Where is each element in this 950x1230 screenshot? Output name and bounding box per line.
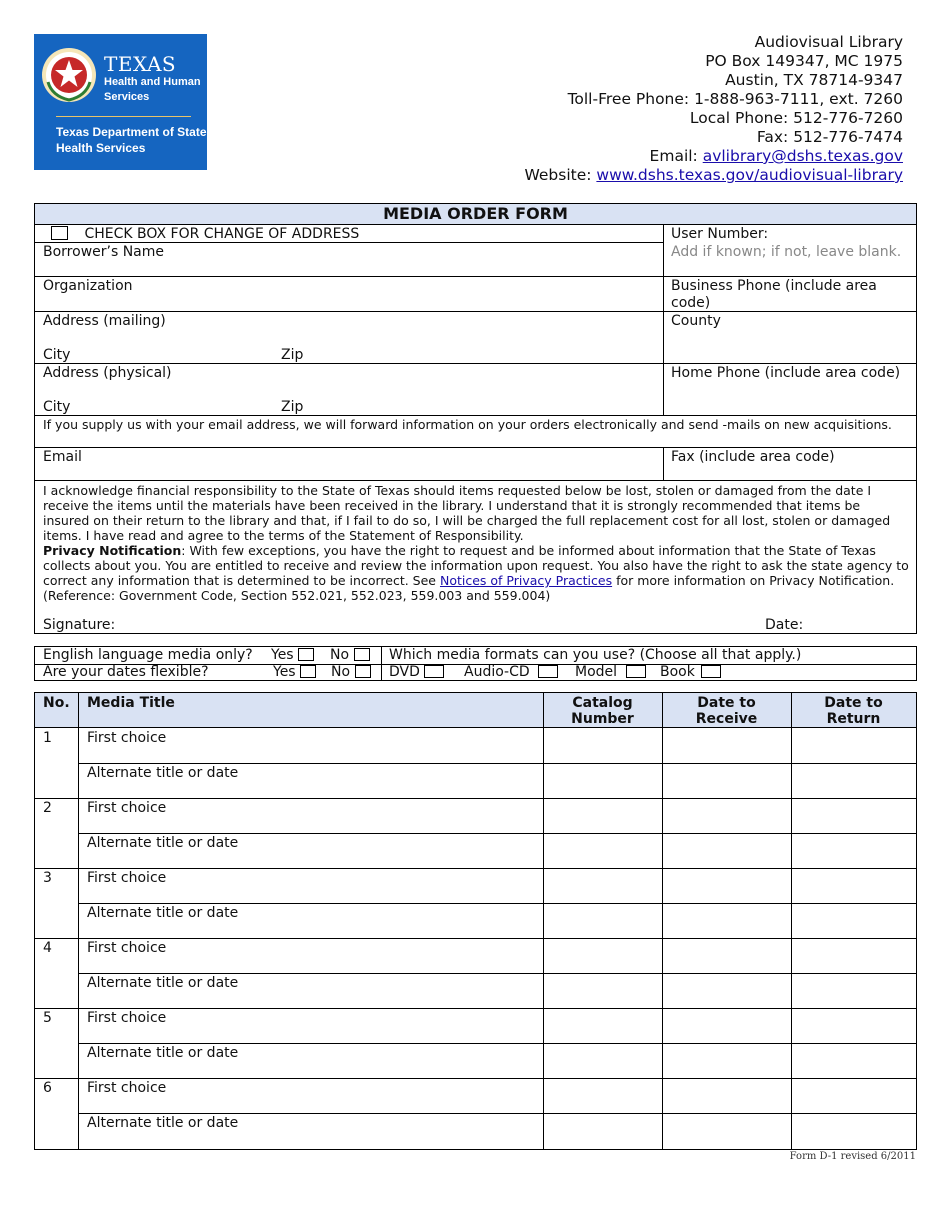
flexible-yes-label: Yes xyxy=(273,664,296,680)
first-choice-field[interactable]: First choice xyxy=(87,1010,167,1026)
format-book-label: Book xyxy=(660,664,695,680)
english-yes-group xyxy=(271,647,314,663)
fax-label[interactable]: Fax (include area code) xyxy=(671,449,835,465)
email-label[interactable]: Email xyxy=(43,449,82,465)
texas-seal-icon xyxy=(40,46,98,104)
contact-email-line xyxy=(524,147,903,166)
logo-state: TEXAS xyxy=(104,52,177,76)
acknowledgement-text xyxy=(43,483,909,603)
alternate-title-field[interactable]: Alternate title or date xyxy=(87,975,239,991)
format-audio-cd-checkbox[interactable] xyxy=(538,665,558,678)
address-physical-label[interactable]: Address (physical) xyxy=(43,365,172,381)
first-choice-field[interactable]: First choice xyxy=(87,1080,167,1096)
contact-local-phone: Local Phone: 512-776-7260 xyxy=(689,109,903,127)
header-catalog-line1: Catalog xyxy=(572,695,633,711)
row-number: 2 xyxy=(43,800,52,816)
mailing-city-label[interactable]: City xyxy=(43,347,71,363)
privacy-label: Privacy Notification xyxy=(43,543,182,558)
logo-dept-line2: Health Services xyxy=(56,141,146,155)
organization-label[interactable]: Organization xyxy=(43,278,133,294)
options-box xyxy=(34,646,917,681)
contact-fax: Fax: 512-776-7474 xyxy=(756,128,903,146)
flexible-label: Are your dates flexible? xyxy=(43,664,209,680)
alternate-title-field[interactable]: Alternate title or date xyxy=(87,1045,239,1061)
contact-email-label: Email: xyxy=(649,147,703,165)
english-no-checkbox[interactable] xyxy=(354,648,370,661)
contact-po-box: PO Box 149347, MC 1975 xyxy=(705,52,903,70)
alternate-title-field[interactable]: Alternate title or date xyxy=(87,765,239,781)
row-number: 1 xyxy=(43,730,52,746)
first-choice-field[interactable]: First choice xyxy=(87,870,167,886)
user-number-hint[interactable]: Add if known; if not, leave blank. xyxy=(671,244,902,260)
contact-city: Austin, TX 78714-9347 xyxy=(725,71,903,89)
contact-website-label: Website: xyxy=(524,166,597,184)
date-label[interactable]: Date: xyxy=(765,617,804,633)
flexible-yes-group xyxy=(273,664,316,680)
alternate-title-field[interactable]: Alternate title or date xyxy=(87,905,239,921)
first-choice-field[interactable]: First choice xyxy=(87,940,167,956)
logo-divider xyxy=(56,116,191,117)
mailing-zip-label[interactable]: Zip xyxy=(281,347,304,363)
address-mailing-label[interactable]: Address (mailing) xyxy=(43,313,166,329)
header-return-line1: Date to xyxy=(824,695,883,711)
formats-question: Which media formats can you use? (Choose all that apply.) xyxy=(389,647,802,663)
privacy-text-1: : With few exceptions, you have the right to request and be informed about information that the State of Texas collects about you. You are entitled to receive and review the information upon request. You also have the right to ask the state agency to correct any information that is determined to be incorrect. See xyxy=(43,543,909,588)
format-audio-cd xyxy=(464,664,558,680)
header-date-receive xyxy=(662,695,791,727)
row-number: 5 xyxy=(43,1010,52,1026)
business-phone-label[interactable]: Business Phone (include area code) xyxy=(671,278,877,311)
header-media-title: Media Title xyxy=(87,695,175,711)
row-number: 4 xyxy=(43,940,52,956)
format-audio-cd-label: Audio-CD xyxy=(464,664,530,680)
form-revision: Form D-1 revised 6/2011 xyxy=(789,1151,916,1162)
first-choice-field[interactable]: First choice xyxy=(87,800,167,816)
signature-label[interactable]: Signature: xyxy=(43,617,116,633)
row-number: 6 xyxy=(43,1080,52,1096)
contact-website-link[interactable]: www.dshs.texas.gov/audiovisual-library xyxy=(596,166,903,184)
header-return-line2: Return xyxy=(826,711,881,727)
email-notice: If you supply us with your email address, we will forward information on your orders electronically and send -mails on new acquisitions. xyxy=(43,417,892,432)
alternate-title-field[interactable]: Alternate title or date xyxy=(87,835,239,851)
alternate-title-field[interactable]: Alternate title or date xyxy=(87,1115,239,1131)
english-yes-checkbox[interactable] xyxy=(298,648,314,661)
header-receive-line1: Date to xyxy=(697,695,756,711)
header-catalog-line2: Number xyxy=(571,711,634,727)
english-yes-label: Yes xyxy=(271,647,294,663)
logo-agency-line2: Services xyxy=(104,91,150,103)
contact-email-link[interactable]: avlibrary@dshs.texas.gov xyxy=(702,147,903,165)
media-table xyxy=(34,692,917,1150)
format-dvd-checkbox[interactable] xyxy=(424,665,444,678)
logo-agency-line1: Health and Human xyxy=(104,76,201,88)
dshs-logo xyxy=(34,34,207,170)
form-title: MEDIA ORDER FORM xyxy=(35,204,916,225)
english-only-label: English language media only? xyxy=(43,647,253,663)
change-address-label: CHECK BOX FOR CHANGE OF ADDRESS xyxy=(84,226,360,242)
ack-paragraph: I acknowledge financial responsibility to the State of Texas should items requested below be lost, stolen or damaged from the date I receive the items until the materials have been received in the library. I understand that it is strongly recommended that items be insured on their return to the library and that, if I fail to do so, I will be charged the full replacement cost for all lost, stolen or damaged items. I have read and agree to the terms of the Statement of Responsibility. xyxy=(43,483,891,543)
header-no: No. xyxy=(43,695,70,711)
flexible-yes-checkbox[interactable] xyxy=(300,665,316,678)
contact-block xyxy=(524,33,903,185)
change-address-checkbox[interactable] xyxy=(51,226,68,240)
contact-name: Audiovisual Library xyxy=(754,33,903,51)
format-dvd xyxy=(389,664,444,680)
physical-city-label[interactable]: City xyxy=(43,399,71,415)
user-number-label: User Number: xyxy=(671,226,769,242)
physical-zip-label[interactable]: Zip xyxy=(281,399,304,415)
logo-dept xyxy=(56,124,207,156)
logo-dept-line1: Texas Department of State xyxy=(56,125,207,139)
header-receive-line2: Receive xyxy=(695,711,758,727)
first-choice-field[interactable]: First choice xyxy=(87,730,167,746)
contact-toll-free: Toll-Free Phone: 1-888-963-7111, ext. 7260 xyxy=(567,90,903,108)
format-model xyxy=(575,664,646,680)
borrower-name-label[interactable]: Borrower’s Name xyxy=(43,244,165,260)
format-model-label: Model xyxy=(575,664,618,680)
header-date-return xyxy=(791,695,916,727)
format-book-checkbox[interactable] xyxy=(701,665,721,678)
privacy-text-2: for more information on Privacy Notification. (Reference: Government Code, Section 552.021, 552.023, 559.003 and 559.004) xyxy=(43,573,895,603)
english-no-group xyxy=(330,647,370,663)
county-label[interactable]: County xyxy=(671,313,721,329)
flexible-no-label: No xyxy=(331,664,351,680)
row-number: 3 xyxy=(43,870,52,886)
flexible-no-checkbox[interactable] xyxy=(355,665,371,678)
header-catalog xyxy=(543,695,662,727)
contact-website-line xyxy=(524,166,903,185)
format-book xyxy=(660,664,721,680)
flexible-no-group xyxy=(331,664,371,680)
privacy-link[interactable]: Notices of Privacy Practices xyxy=(439,573,613,588)
format-model-checkbox[interactable] xyxy=(626,665,646,678)
english-no-label: No xyxy=(330,647,350,663)
change-address-row xyxy=(51,226,359,242)
logo-brand xyxy=(104,54,201,104)
order-form xyxy=(34,203,917,634)
home-phone-label[interactable]: Home Phone (include area code) xyxy=(671,365,901,381)
format-dvd-label: DVD xyxy=(389,664,420,680)
